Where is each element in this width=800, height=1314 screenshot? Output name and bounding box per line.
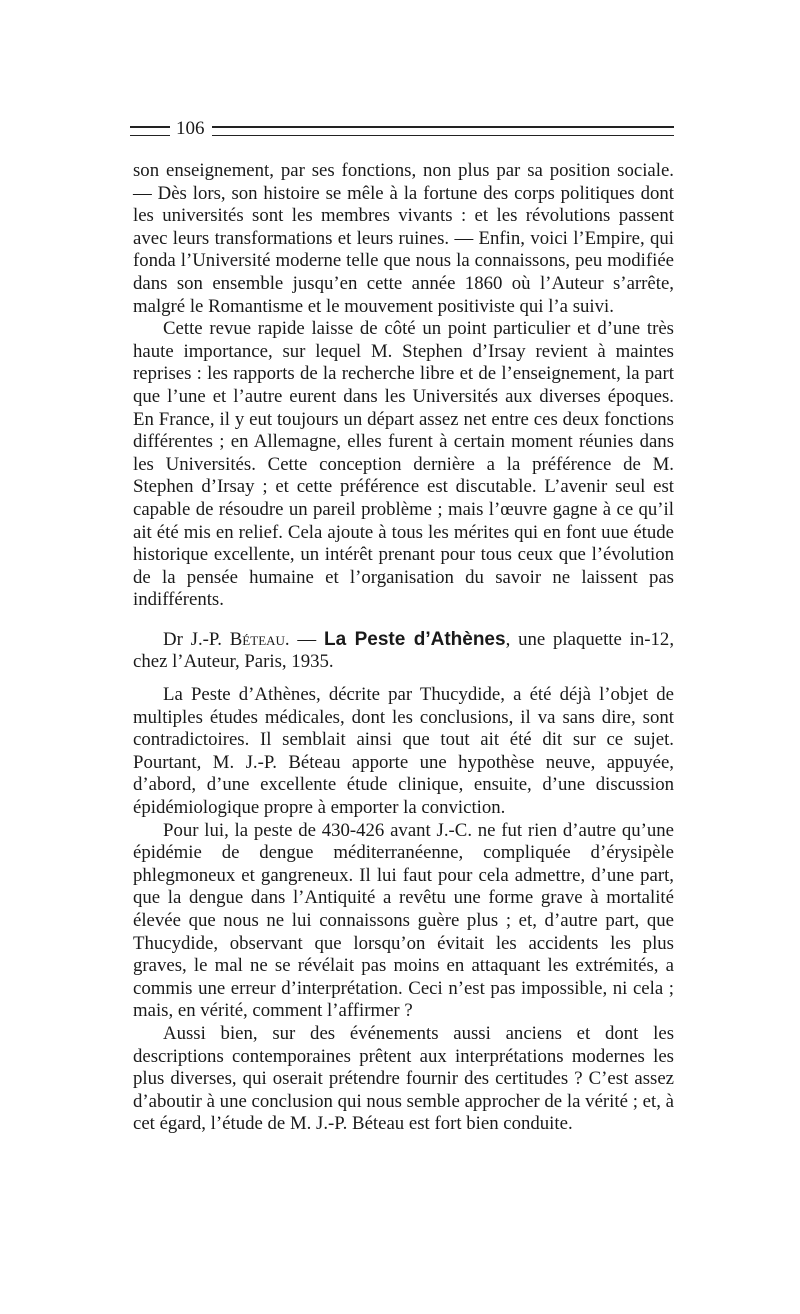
review-author-prefix: Dr J.-P.: [163, 628, 230, 650]
review-author-name: Béteau: [229, 628, 285, 650]
page-body: [133, 160, 674, 1136]
review-publication: , une plaquette in-12, chez l’Auteur, Paris, 1935.: [133, 628, 675, 673]
page-header: [130, 118, 674, 142]
review-paragraph: Pour lui, la peste de 430-426 avant J.-C. ne fut rien d’autre qu’une épidémie de dengue méditerranéenne, compliquée d’érysipèle phlegmoneux et gangreneux. Il lui faut pour cela admettre, d’une part, que la dengue dans l’Antiquité a revêtu une forme grave à mortalité élevée que nous ne lui connaissons guère plus ; et, d’autre part, que Thucydide, observant que lorsqu’on évitait les accidents les plus graves, le mal ne se révélait pas moins en attaquant les extrémités, a commis une erreur d’interprétation. Ceci n’est pas impossible, ni cela ; mais, en vérité, comment l’affirmer ?: [133, 819, 674, 1022]
review-paragraph: Aussi bien, sur des événements aussi anciens et dont les descriptions contemporaines prêtent aux interprétations modernes les plus diverses, qui oserait prétendre fournir des certitudes ? C’est assez d’aboutir à une conclusion qui nous semble approcher de la vérité ; et, à cet égard, l’étude de M. J.-P. Béteau est fort bien conduite.: [133, 1022, 674, 1135]
page-number: 106: [176, 118, 205, 139]
paragraph-review-remarks: Cette revue rapide laisse de côté un point particulier et d’une très haute importance, sur lequel M. Stephen d’Irsay revient à maintes reprises : les rapports de la recherche libre et de l’enseignement, la part que l’une et l’autre eurent dans les Universités aux diverses époques. En France, il y eut toujours un départ assez net entre ces deux fonctions différentes ; en Allemagne, elles furent à certain moment réunies dans les Universités. Cette conception dernière a la préférence de M. Stephen d’Irsay ; et cette préférence est discutable. L’avenir seul est capable de résoudre un pareil problème ; mais l’œuvre gagne à ce qu’il ait été mis en relief. Cela ajoute à tous les mérites qui en font uue étude historique excellente, un intérêt prenant pour tous ceux que l’évolution de la pensée humaine et l’organisation du savoir ne laissent pas indifférents.: [133, 318, 674, 611]
review-separator: . —: [284, 628, 325, 650]
header-rule-left: [130, 126, 170, 136]
review-paragraph: La Peste d’Athènes, décrite par Thucydide, a été déjà l’objet de multiples études médicales, dont les conclusions, il va sans dire, sont contradictoires. Il semblait ainsi que tout ait été dit sur ce sujet. Pourtant, M. J.-P. Béteau apporte une hypothèse neuve, appuyée, d’abord, d’une excellente étude clinique, ensuite, d’une discussion épidémiologique propre à emporter la conviction.: [133, 684, 674, 819]
header-rule-right: [212, 126, 674, 136]
paragraph-continuation: son enseignement, par ses fonctions, non plus par sa position sociale. — Dès lors, son histoire se mêle à la fortune des corps politiques dont les universités sont les membres vivants : et les révolutions passent avec leurs transformations et leurs ruines. — Enfin, voici l’Empire, qui fonda l’Université moderne telle que nous la connaissons, peu modifiée dans son ensemble jusqu’en cette année 1860 où l’Auteur s’arrête, malgré le Romantisme et le mouvement positiviste qui l’a suivi.: [133, 160, 674, 317]
review-book-title: La Peste d’Athènes: [324, 628, 506, 650]
review-heading: [133, 629, 674, 674]
